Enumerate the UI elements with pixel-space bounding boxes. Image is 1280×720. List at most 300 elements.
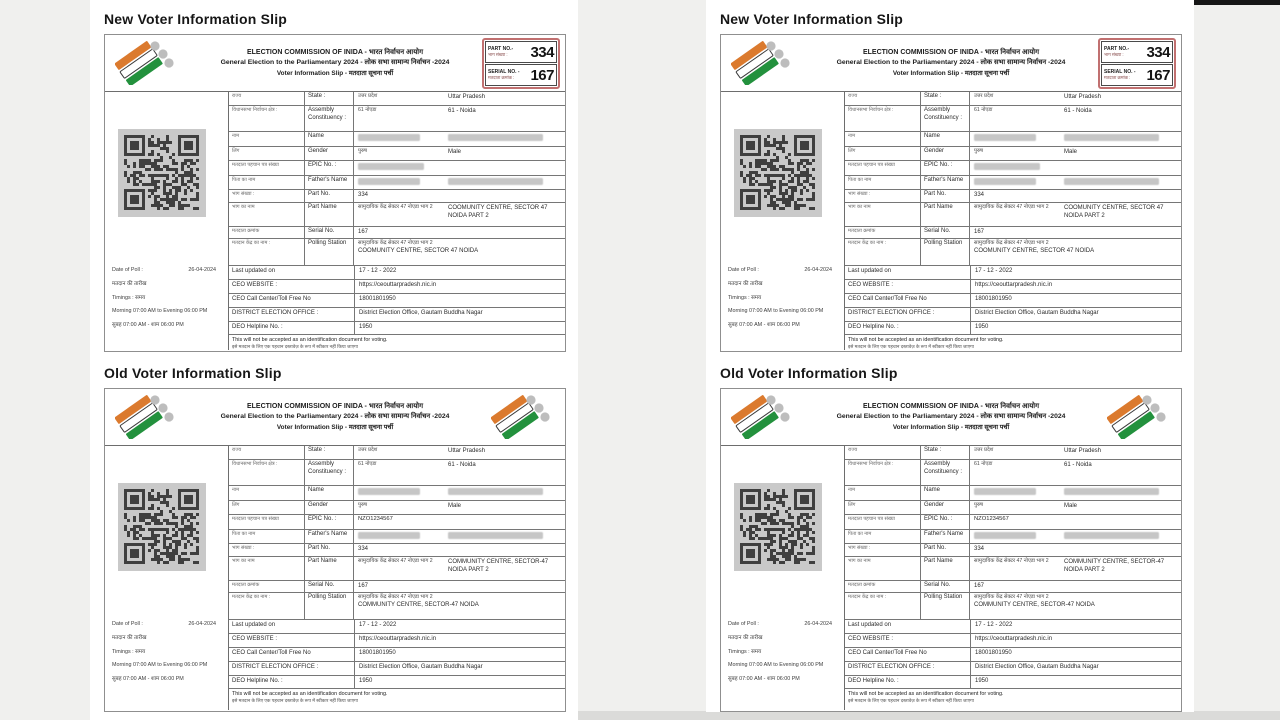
part-no-value: 334 [358, 546, 369, 552]
label-english: State : [305, 446, 354, 459]
date-of-poll-label: Date of Poll : [112, 621, 143, 627]
redacted-name-english [1064, 488, 1159, 495]
label-english: EPIC No. : [305, 161, 354, 175]
serial-no-value: 167 [530, 66, 554, 84]
label-english: Part No. [305, 190, 354, 202]
label-english: Father's Name [305, 530, 354, 543]
serial-no-labels [1104, 69, 1136, 80]
label-hindi: मतदान केंद्र का नाम : [845, 593, 921, 619]
slip-body [721, 446, 1181, 710]
deo-helpline-value: 1950 [359, 324, 373, 330]
label-hindi: भाग संख्या : [229, 544, 305, 556]
last-updated-label: Last updated on [229, 620, 355, 633]
label-english: Name [921, 132, 970, 146]
label-english: Father's Name [921, 176, 970, 189]
part-no-cell [1101, 41, 1173, 63]
voter-information-slip [104, 34, 566, 352]
old-slip-title: Old Voter Information Slip [104, 365, 282, 381]
slip-header [721, 35, 1181, 92]
polling-station-english: COMMUNITY CENTRE, SECTOR-47 NOIDA [974, 602, 1095, 609]
last-updated-label: Last updated on [845, 620, 971, 633]
redacted-name-hindi [974, 134, 1036, 141]
serial-no-value: 167 [1146, 66, 1170, 84]
label-hindi: राज्य [845, 92, 921, 105]
old-slip-title: Old Voter Information Slip [720, 365, 898, 381]
slip-header-text [799, 47, 1103, 79]
row-part-name [229, 203, 565, 227]
footer-note-english: This will not be accepted as an identification document for voting. [232, 691, 388, 697]
row-serial-no [845, 227, 1181, 239]
row-state [229, 92, 565, 106]
serial-no-label-hindi: मतदाता क्रमांक : [1104, 75, 1131, 81]
label-hindi: भाग का नाम [229, 203, 305, 226]
footer-note-hindi: इसे मतदान के लिए एक पहचान दस्तावेज़ के रूप में स्वीकार नहीं किया जाएगा [848, 344, 974, 349]
value-english: Uttar Pradesh [1064, 448, 1102, 454]
label-english: State : [921, 92, 970, 105]
value-hindi: 61 नोएडा [358, 107, 377, 113]
part-no-value: 334 [530, 43, 554, 61]
value-english: COMMUNITY CENTRE, SECTOR-47 NOIDA PART 2 [448, 559, 549, 574]
district-election-office-value: District Election Office, Gautam Buddha Nagar [359, 664, 483, 670]
serial-no-labels [488, 69, 520, 80]
label-english: Name [305, 132, 354, 146]
slip-table [229, 92, 565, 350]
commission-title: ELECTION COMMISSION OF INIDA - भारत निर्वाचन आयोग [246, 48, 424, 56]
polling-station-english: COOMUNITY CENTRE, SECTOR 47 NOIDA [974, 248, 1095, 255]
ceo-website-value: https://ceouttarpradesh.nic.in [975, 282, 1053, 288]
label-english: EPIC No. : [921, 161, 970, 175]
eci-logo-icon [115, 393, 179, 439]
serial-no-cell [1101, 64, 1173, 86]
poll-info [112, 264, 226, 333]
ceo-call-center-value: 18001801950 [975, 650, 1012, 656]
row-last-updated [229, 266, 565, 280]
label-english: Part No. [305, 544, 354, 556]
deo-helpline-value: 1950 [359, 678, 373, 684]
value-hindi: पुरुष [974, 148, 984, 154]
value-english: 61 - Noida [1064, 108, 1092, 114]
ceo-call-center-value: 18001801950 [359, 296, 396, 302]
row-serial-no [229, 581, 565, 593]
slip-table [845, 92, 1181, 350]
eci-logo-icon [491, 393, 555, 439]
slip-left-column [721, 446, 845, 710]
row-ceo-website [229, 634, 565, 648]
label-hindi: लिंग [845, 501, 921, 514]
serial-no-label-hindi: मतदाता क्रमांक : [488, 75, 515, 81]
eci-logo-icon [731, 393, 795, 439]
value-english: Male [448, 503, 462, 509]
page-right [706, 0, 1194, 712]
redacted-name-hindi [358, 488, 420, 495]
slip-left-column [105, 92, 229, 350]
slip-subtitle: Voter Information Slip - मतदाता सूचना पर्ची [892, 69, 1010, 77]
serial-no-value: 167 [358, 583, 369, 589]
row-state [229, 446, 565, 460]
label-hindi: लिंग [845, 147, 921, 160]
serial-no-value: 167 [974, 583, 985, 589]
row-fathers-name [845, 530, 1181, 544]
row-footer-note [229, 335, 565, 352]
footer-note-hindi: इसे मतदान के लिए एक पहचान दस्तावेज़ के रूप में स्वीकार नहीं किया जाएगा [232, 344, 358, 349]
row-serial-no [229, 227, 565, 239]
row-last-updated [845, 266, 1181, 280]
timings-hindi: सुबह 07:00 AM - शाम 06:00 PM [728, 676, 800, 683]
label-hindi: मतदाता क्रमांक [229, 227, 305, 238]
label-hindi: मतदाता पहचान पत्र संख्या [229, 515, 305, 529]
redacted-epic-no [974, 163, 1040, 170]
slip-table [845, 446, 1181, 710]
label-english: EPIC No. : [921, 515, 970, 529]
label-english: Part No. [921, 190, 970, 202]
slip-body [105, 446, 565, 710]
ceo-call-center-label: CEO Call Center/Toll Free No [845, 294, 971, 307]
label-english: Assembly Constituency : [921, 460, 970, 485]
row-name [229, 486, 565, 501]
slip-body [105, 92, 565, 350]
label-hindi: पिता का नाम [229, 176, 305, 189]
deo-helpline-label: DEO Helpline No. : [229, 676, 355, 688]
row-epic-no [229, 161, 565, 176]
value-hindi: उत्तर प्रदेश [974, 447, 994, 453]
slip-header [721, 389, 1181, 446]
commission-title: ELECTION COMMISSION OF INIDA - भारत निर्वाचन आयोग [246, 402, 424, 410]
row-part-name [845, 203, 1181, 227]
redacted-name-english [448, 488, 543, 495]
last-updated-value: 17 - 12 - 2022 [975, 622, 1013, 628]
label-english: Part Name [305, 203, 354, 226]
eci-logo-icon [115, 39, 179, 85]
redacted-father-english [448, 178, 543, 185]
row-gender [845, 501, 1181, 515]
election-title: General Election to the Parliamentary 2024 - लोक सभा सामान्य निर्वाचन -2024 [836, 413, 1066, 421]
label-hindi: राज्य [845, 446, 921, 459]
qr-code [118, 483, 206, 571]
date-of-poll-line [728, 264, 842, 278]
row-part-no [845, 190, 1181, 203]
label-english: Gender [921, 501, 970, 514]
row-state [845, 446, 1181, 460]
row-fathers-name [229, 530, 565, 544]
timings-english: Morning 07:00 AM to Evening 06:00 PM [728, 662, 824, 669]
part-no-value: 334 [358, 192, 369, 198]
part-no-label-hindi: भाग संख्या : [488, 52, 508, 58]
redacted-name-hindi [974, 488, 1036, 495]
deo-helpline-value: 1950 [975, 324, 989, 330]
part-no-labels [1104, 46, 1129, 57]
ceo-website-label: CEO WEBSITE : [845, 280, 971, 293]
row-deo-helpline [845, 322, 1181, 335]
row-ceo-call-center [845, 648, 1181, 662]
label-hindi: भाग संख्या : [845, 190, 921, 202]
poll-info [728, 618, 842, 687]
row-assembly-constituency [229, 106, 565, 132]
label-hindi: पिता का नाम [229, 530, 305, 543]
timings-label: Timings : समय [728, 648, 762, 655]
part-no-label: PART NO.- [488, 46, 514, 53]
redacted-father-hindi [358, 178, 420, 185]
label-hindi: राज्य [229, 446, 305, 459]
value-hindi: उत्तर प्रदेश [358, 93, 378, 99]
date-of-poll-line [728, 618, 842, 632]
value-english: 61 - Noida [448, 462, 476, 468]
row-gender [845, 147, 1181, 161]
row-district-election-office [845, 308, 1181, 322]
value-hindi: 61 नोएडा [974, 461, 993, 467]
part-serial-box [482, 38, 560, 89]
row-deo-helpline [229, 676, 565, 689]
date-of-poll-value: 26-04-2024 [804, 267, 832, 273]
polling-station-hindi: सामुदायिक केंद्र सेक्टर 47 नोएडा भाग 2 [358, 594, 433, 600]
timings-english: Morning 07:00 AM to Evening 06:00 PM [112, 662, 208, 669]
row-name [229, 132, 565, 147]
footer-note-english: This will not be accepted as an identification document for voting. [848, 337, 1004, 343]
label-hindi: मतदान केंद्र का नाम : [845, 239, 921, 265]
label-english: State : [921, 446, 970, 459]
deo-helpline-label: DEO Helpline No. : [229, 322, 355, 334]
value-english: COMMUNITY CENTRE, SECTOR-47 NOIDA PART 2 [1064, 559, 1165, 574]
label-english: Assembly Constituency : [921, 106, 970, 131]
label-english: Polling Station [305, 593, 354, 619]
value-english: Male [1064, 149, 1078, 155]
row-epic-no [845, 515, 1181, 530]
poll-info [112, 618, 226, 687]
part-no-value: 334 [974, 546, 985, 552]
value-hindi: पुरुष [358, 148, 368, 154]
timings-hindi: सुबह 07:00 AM - शाम 06:00 PM [112, 322, 184, 329]
date-of-poll-label-hindi: मतदान की तारीख [728, 280, 763, 287]
eci-logo-icon [1107, 393, 1171, 439]
qr-code [734, 129, 822, 217]
page-left [90, 0, 578, 720]
row-ceo-website [845, 634, 1181, 648]
row-last-updated [845, 620, 1181, 634]
timings-english: Morning 07:00 AM to Evening 06:00 PM [112, 308, 208, 315]
district-election-office-label: DISTRICT ELECTION OFFICE : [229, 308, 355, 321]
slip-left-column [105, 446, 229, 710]
part-no-label-hindi: भाग संख्या : [1104, 52, 1124, 58]
election-title: General Election to the Parliamentary 2024 - लोक सभा सामान्य निर्वाचन -2024 [220, 413, 450, 421]
row-epic-no [229, 515, 565, 530]
row-district-election-office [229, 308, 565, 322]
polling-station-english: COOMUNITY CENTRE, SECTOR 47 NOIDA [358, 248, 479, 255]
redacted-father-hindi [358, 532, 420, 539]
slip-left-column [721, 92, 845, 350]
ceo-call-center-label: CEO Call Center/Toll Free No [229, 648, 355, 661]
redacted-father-english [448, 532, 543, 539]
label-english: Part No. [921, 544, 970, 556]
ceo-website-value: https://ceouttarpradesh.nic.in [359, 636, 437, 642]
row-fathers-name [229, 176, 565, 190]
poll-info [728, 264, 842, 333]
last-updated-value: 17 - 12 - 2022 [359, 268, 397, 274]
epic-no-value: NZO1234567 [358, 516, 393, 522]
date-of-poll-label: Date of Poll : [728, 621, 759, 627]
slip-header [105, 389, 565, 446]
label-hindi: नाम [229, 486, 305, 500]
label-english: Part Name [305, 557, 354, 580]
label-hindi: नाम [845, 132, 921, 146]
label-hindi: भाग संख्या : [229, 190, 305, 202]
row-last-updated [229, 620, 565, 634]
value-english: Uttar Pradesh [448, 448, 486, 454]
epic-no-value: NZO1234567 [974, 516, 1009, 522]
redacted-father-hindi [974, 532, 1036, 539]
value-hindi: सामुदायिक केंद्र सेक्टर 47 नोएडा भाग 2 [974, 204, 1049, 210]
election-title: General Election to the Parliamentary 2024 - लोक सभा सामान्य निर्वाचन -2024 [836, 59, 1066, 67]
row-assembly-constituency [845, 460, 1181, 486]
value-english: Male [1064, 503, 1078, 509]
row-district-election-office [229, 662, 565, 676]
date-of-poll-line [112, 264, 226, 278]
label-hindi: पिता का नाम [845, 176, 921, 189]
label-hindi: मतदाता पहचान पत्र संख्या [845, 161, 921, 175]
row-serial-no [845, 581, 1181, 593]
eci-logo-icon [731, 39, 795, 85]
last-updated-label: Last updated on [229, 266, 355, 279]
row-part-no [845, 544, 1181, 557]
date-of-poll-value: 26-04-2024 [188, 267, 216, 273]
date-of-poll-label: Date of Poll : [728, 267, 759, 273]
row-gender [229, 501, 565, 515]
value-english: Male [448, 149, 462, 155]
date-of-poll-line [112, 618, 226, 632]
slip-header-text [799, 401, 1103, 433]
ceo-call-center-label: CEO Call Center/Toll Free No [845, 648, 971, 661]
label-english: Polling Station [921, 593, 970, 619]
label-hindi: मतदाता पहचान पत्र संख्या [229, 161, 305, 175]
label-english: Father's Name [305, 176, 354, 189]
row-state [845, 92, 1181, 106]
footer-note-english: This will not be accepted as an identification document for voting. [232, 337, 388, 343]
part-no-labels [488, 46, 513, 57]
footer-note-english: This will not be accepted as an identification document for voting. [848, 691, 1004, 697]
row-ceo-call-center [229, 294, 565, 308]
row-polling-station [845, 239, 1181, 266]
voter-information-slip [720, 34, 1182, 352]
timings-label: Timings : समय [112, 648, 146, 655]
district-election-office-label: DISTRICT ELECTION OFFICE : [229, 662, 355, 675]
bottom-strip [578, 711, 1280, 720]
redacted-name-english [448, 134, 543, 141]
label-hindi: पिता का नाम [845, 530, 921, 543]
value-hindi: सामुदायिक केंद्र सेक्टर 47 नोएडा भाग 2 [358, 204, 433, 210]
slip-table [229, 446, 565, 710]
label-english: Father's Name [921, 530, 970, 543]
label-hindi: लिंग [229, 501, 305, 514]
district-election-office-label: DISTRICT ELECTION OFFICE : [845, 662, 971, 675]
label-english: Name [921, 486, 970, 500]
ceo-website-value: https://ceouttarpradesh.nic.in [975, 636, 1053, 642]
label-hindi: भाग संख्या : [845, 544, 921, 556]
district-election-office-label: DISTRICT ELECTION OFFICE : [845, 308, 971, 321]
footer-note-hindi: इसे मतदान के लिए एक पहचान दस्तावेज़ के रूप में स्वीकार नहीं किया जाएगा [848, 698, 974, 703]
part-no-value: 334 [1146, 43, 1170, 61]
value-english: Uttar Pradesh [448, 94, 486, 100]
deo-helpline-label: DEO Helpline No. : [845, 676, 971, 688]
row-footer-note [845, 335, 1181, 352]
redacted-epic-no [358, 163, 424, 170]
ceo-website-label: CEO WEBSITE : [229, 280, 355, 293]
date-of-poll-label-hindi: मतदान की तारीख [112, 280, 147, 287]
commission-title: ELECTION COMMISSION OF INIDA - भारत निर्वाचन आयोग [862, 48, 1040, 56]
row-polling-station [229, 239, 565, 266]
slip-body [721, 92, 1181, 350]
last-updated-label: Last updated on [845, 266, 971, 279]
row-epic-no [845, 161, 1181, 176]
label-hindi: मतदाता पहचान पत्र संख्या [845, 515, 921, 529]
deo-helpline-label: DEO Helpline No. : [845, 322, 971, 334]
row-part-no [229, 544, 565, 557]
new-slip-title: New Voter Information Slip [720, 11, 904, 27]
label-hindi: भाग का नाम [845, 557, 921, 580]
date-of-poll-value: 26-04-2024 [804, 621, 832, 627]
label-hindi: भाग का नाम [845, 203, 921, 226]
redacted-father-english [1064, 532, 1159, 539]
row-ceo-website [845, 280, 1181, 294]
slip-subtitle: Voter Information Slip - मतदाता सूचना पर्ची [276, 69, 394, 77]
timings-label: Timings : समय [112, 294, 146, 301]
label-english: Polling Station [921, 239, 970, 265]
qr-code [734, 483, 822, 571]
date-of-poll-value: 26-04-2024 [188, 621, 216, 627]
label-english: Gender [305, 147, 354, 160]
label-hindi: लिंग [229, 147, 305, 160]
row-part-no [229, 190, 565, 203]
ceo-call-center-value: 18001801950 [359, 650, 396, 656]
district-election-office-value: District Election Office, Gautam Buddha Nagar [975, 664, 1099, 670]
last-updated-value: 17 - 12 - 2022 [975, 268, 1013, 274]
date-of-poll-label-hindi: मतदान की तारीख [112, 634, 147, 641]
row-footer-note [229, 689, 565, 710]
voter-information-slip [104, 388, 566, 712]
slip-subtitle: Voter Information Slip - मतदाता सूचना पर्ची [892, 423, 1010, 431]
timings-hindi: सुबह 07:00 AM - शाम 06:00 PM [728, 322, 800, 329]
label-hindi: भाग का नाम [229, 557, 305, 580]
timings-label: Timings : समय [728, 294, 762, 301]
serial-no-value: 167 [358, 229, 369, 235]
new-slip-title: New Voter Information Slip [104, 11, 288, 27]
label-english: Serial No. [305, 227, 354, 238]
ceo-website-label: CEO WEBSITE : [229, 634, 355, 647]
row-district-election-office [845, 662, 1181, 676]
label-english: Part Name [921, 557, 970, 580]
slip-header [105, 35, 565, 92]
label-hindi: विधानसभा निर्वाचन क्षेत्र : [229, 106, 305, 131]
part-no-value: 334 [974, 192, 985, 198]
timings-english: Morning 07:00 AM to Evening 06:00 PM [728, 308, 824, 315]
part-no-cell [485, 41, 557, 63]
label-english: Polling Station [305, 239, 354, 265]
value-hindi: 61 नोएडा [974, 107, 993, 113]
value-english: COOMUNITY CENTRE, SECTOR 47 NOIDA PART 2 [1064, 205, 1164, 220]
label-hindi: विधानसभा निर्वाचन क्षेत्र : [845, 460, 921, 485]
redacted-father-english [1064, 178, 1159, 185]
value-english: COOMUNITY CENTRE, SECTOR 47 NOIDA PART 2 [448, 205, 548, 220]
row-name [845, 132, 1181, 147]
label-english: Serial No. [305, 581, 354, 592]
footer-note-hindi: इसे मतदान के लिए एक पहचान दस्तावेज़ के रूप में स्वीकार नहीं किया जाएगा [232, 698, 358, 703]
label-english: Serial No. [921, 581, 970, 592]
ceo-call-center-value: 18001801950 [975, 296, 1012, 302]
part-serial-box [1098, 38, 1176, 89]
slip-subtitle: Voter Information Slip - मतदाता सूचना पर्ची [276, 423, 394, 431]
label-english: Assembly Constituency : [305, 106, 354, 131]
election-title: General Election to the Parliamentary 2024 - लोक सभा सामान्य निर्वाचन -2024 [220, 59, 450, 67]
label-english: Gender [305, 501, 354, 514]
serial-no-label: SERIAL NO. - [488, 69, 520, 76]
row-footer-note [845, 689, 1181, 710]
